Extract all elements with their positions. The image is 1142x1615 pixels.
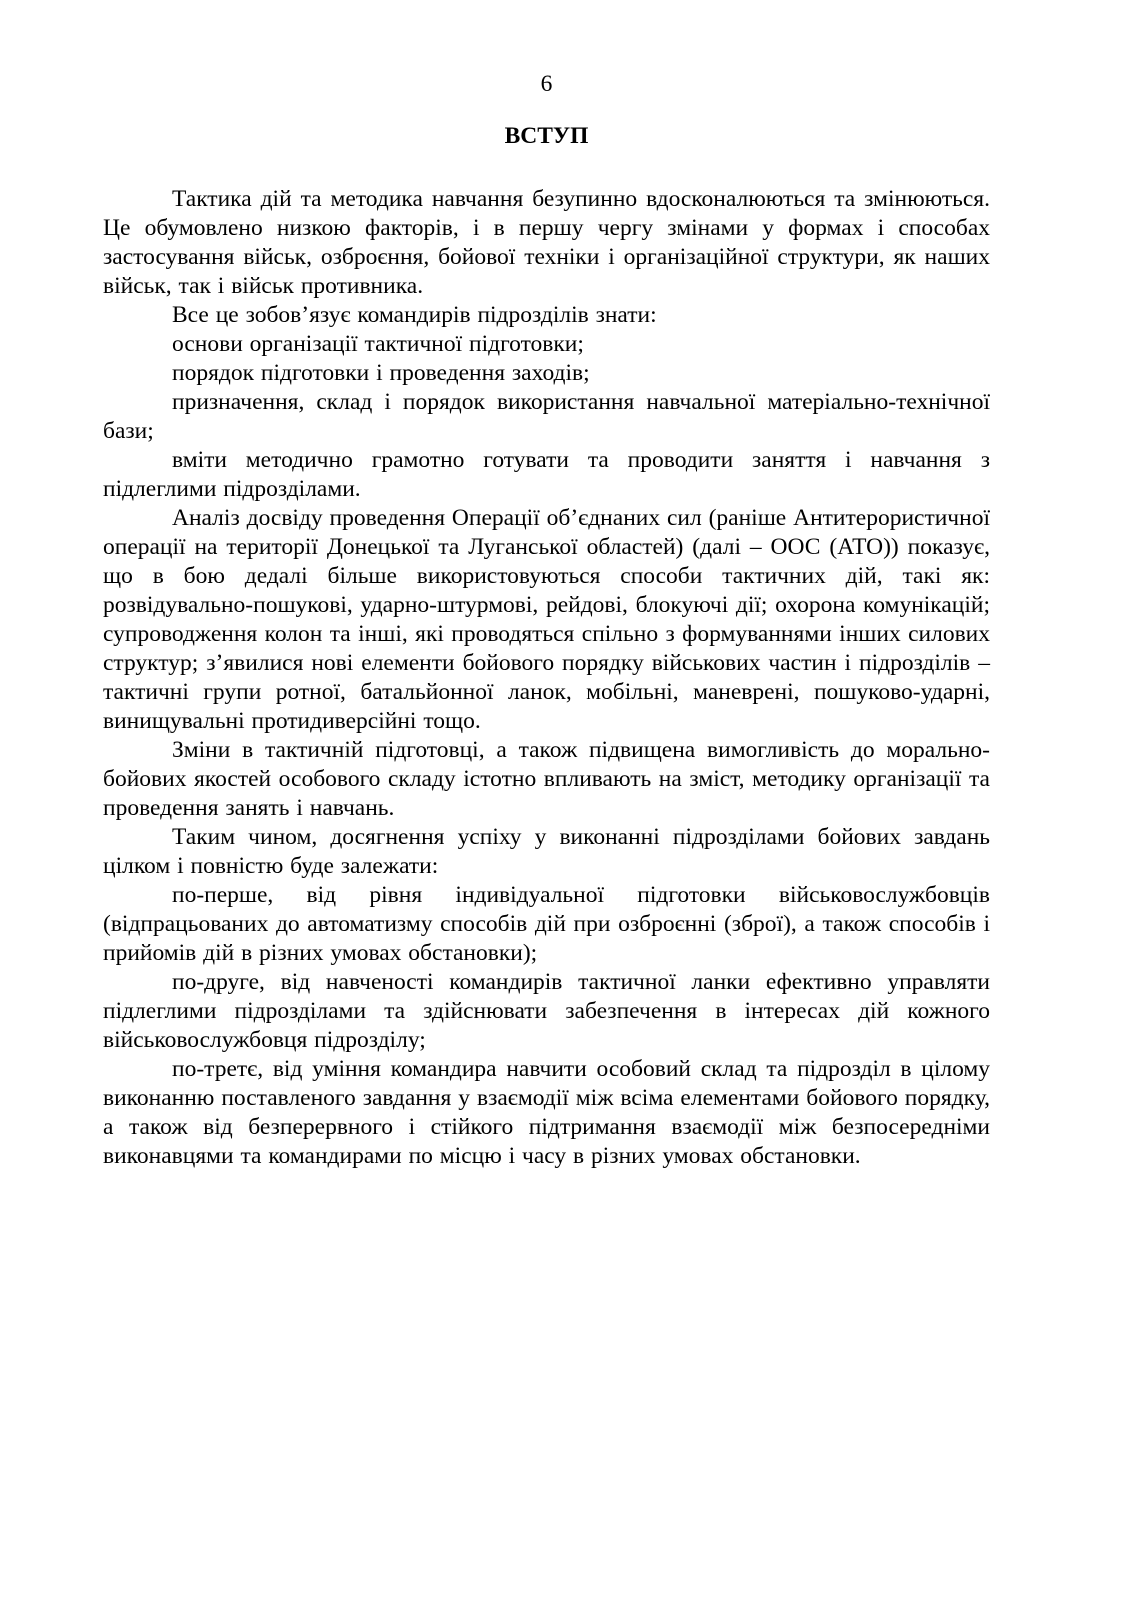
page-number: 6 (540, 71, 553, 97)
paragraph: Аналіз досвіду проведення Операції об’єднаних сил (раніше Антитерористичної операції на території Донецької та Луганської областей) (далі – ООС (АТО)) показує, що в бою дедалі більше використовуються способи тактичних дій, такі як: розвідувально-пошукові, ударно-штурмові, рейдові, блокуючі дії; охорона комунікацій; супроводження колон та інші, які проводяться спільно з формуваннями інших силових структур; з’явилися нові елементи бойового порядку військових частин і підрозділів – тактичні групи ротної, батальйонної ланок, мобільні, маневрені, пошуково-ударні, винищувальні протидиверсійні тощо. (103, 505, 990, 734)
paragraph: призначення, склад і порядок використання навчальної матеріально-технічної бази; (103, 389, 990, 444)
paragraph: вміти методично грамотно готувати та проводити заняття і навчання з підлеглими підрозділами. (103, 447, 990, 502)
document-body (103, 185, 990, 1171)
paragraph: Зміни в тактичній підготовці, а також підвищена вимогливість до морально-бойових якостей особового складу істотно впливають на зміст, методику організації та проведення занять і навчань. (103, 737, 990, 821)
paragraph: по-третє, від уміння командира навчити особовий склад та підрозділ в цілому виконанню поставленого завдання у взаємодії між всіма елементами бойового порядку, а також від безперервного і стійкого підтримання взаємодії між безпосередніми виконавцями та командирами по місцю і часу в різних умовах обстановки. (103, 1056, 990, 1169)
paragraph: по-перше, від рівня індивідуальної підготовки військовослужбовців (відпрацьованих до автоматизму способів дій при озброєнні (зброї), а також способів і прийомів дій в різних умовах обстановки); (103, 882, 990, 966)
page-title: ВСТУП (504, 123, 589, 149)
paragraph: Все це зобов’язує командирів підрозділів знати: (172, 302, 657, 328)
paragraph: по-друге, від навченості командирів тактичної ланки ефективно управляти підлеглими підрозділами та здійснювати забезпечення в інтересах дій кожного військовослужбовця підрозділу; (103, 969, 990, 1053)
paragraph: порядок підготовки і проведення заходів; (172, 360, 590, 386)
paragraph: Таким чином, досягнення успіху у виконанні підрозділами бойових завдань цілком і повністю буде залежати: (103, 824, 990, 879)
paragraph: Тактика дій та методика навчання безупинно вдосконалюються та змінюються. Це обумовлено низкою факторів, і в першу чергу змінами у формах і способах застосування військ, озброєння, бойової техніки і організаційної структури, як наших військ, так і військ противника. (103, 186, 990, 299)
paragraph: основи організації тактичної підготовки; (172, 331, 584, 357)
